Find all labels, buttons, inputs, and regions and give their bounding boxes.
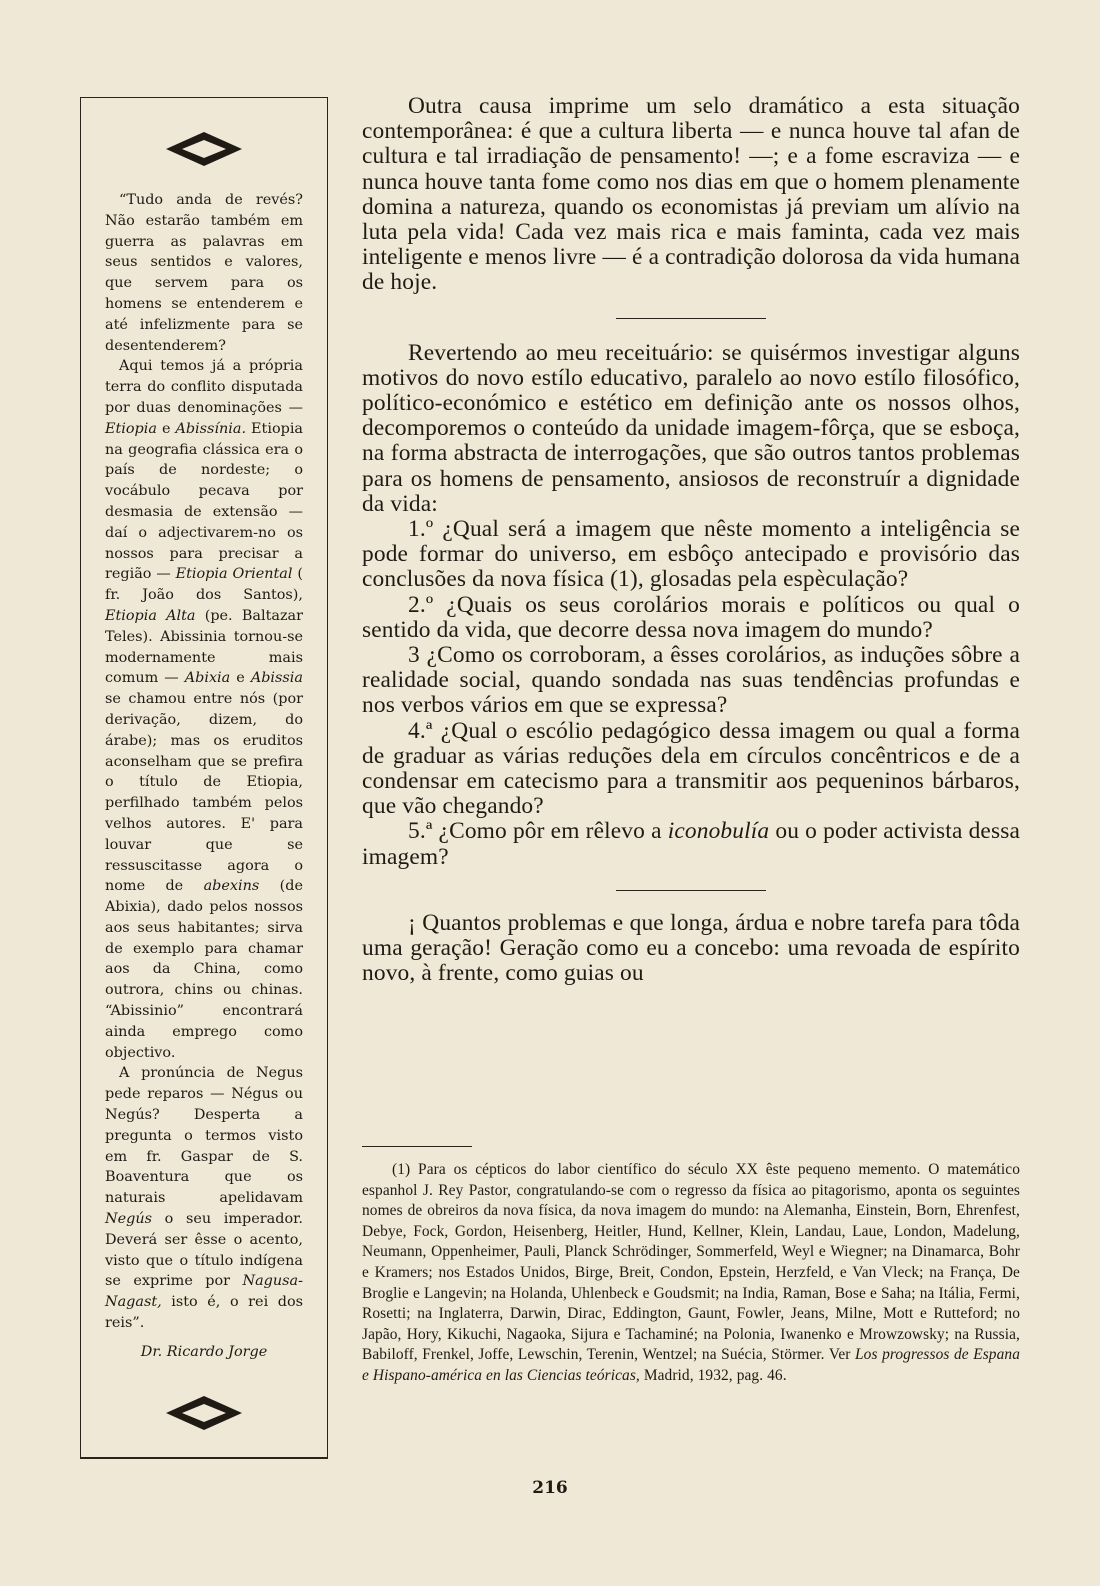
footnote-text: (1) Para os cépticos do labor científico do século XX êste pequeno memento. O matemático espanhol J. Rey Pastor, congratulando-se com o regresso da física ao pitagorismo, aponta os seguintes nomes de obreiros da nova física, da nova imagem do mundo: na Alemanha, Einstein, Born, Ehrenfest, Debye, Fock, Gordon, Heisenberg, Heitler, Hund, Kellner, Klein, Landau, Laue, London, Madelung, Neumann, Oppenheimer, Pauli, Planck Schrödinger, Sommerfeld, Weyl e Wiegner; na Dinamarca, Bohr e Kramers; nos Estados Unidos, Birge, Breit, Condon, Epstein, Herzfeld, e Van Vleck; na França, De Broglie e Langevin; na Holanda, Uhlenbeck e Goudsmit; na India, Raman, Bose e Saha; na Itália, Fermi, Rosetti; na Inglaterra, Darwin, Dirac, Eddington, Gaunt, Fowler, Jeans, Milne, Mott e Rutteford; no Japão, Hory, Kikuchi, Nagaoka, Sijura e Tachaminé; na Polonia, Iwanenko e Mrowzowsky; na Russia, Babiloff, Frenkel, Joffe, Lewschin, Terenin, Wentzel; na Suécia, Störmer. Ver Los progressos de Espana e Hispano-américa en las Ciencias teóricas, Madrid, 1932, pag. 46. xyxy=(362,1161,1020,1384)
main-paragraph-3: ¡ Quantos problemas e que longa, árdua e nobre tarefa para tôda uma geração! Geração como eu a concebo: uma revoada de espírito novo, à frente, como guias ou xyxy=(362,909,1020,987)
main-text xyxy=(362,94,1020,987)
diamond-ornament-icon xyxy=(164,130,244,168)
sidebar-signature: Dr. Ricardo Jorge xyxy=(140,1343,268,1360)
question-item-3: 3 ¿Como os corroboram, a êsses corolários, as induções sôbre a realidade social, quando sondada nas suas tendências profundas e nos verbos vários em que se expressa? xyxy=(362,642,1020,719)
footnote-divider xyxy=(362,1146,472,1147)
sidebar-paragraph-2: Aqui temos já a própria terra do conflito disputada por duas denominações — Etiopia e Abissínia. Etiopia na geografia clássica era o país de nordeste; o vocábulo pecava por desmasia de extensão — daí o adjectivarem-no os nossos para precisar a região — Etiopia Oriental ( fr. João dos Santos), Etiopia Alta (pe. Baltazar Teles). Abissinia tornou-se modernamente mais comum — Abixia e Abissia se chamou entre nós (por derivação, dizem, do árabe); mas os eruditos aconselham que se prefira o título de Etiopia, perfilhado também pelos velhos autores. E' para louvar que se ressuscitasse agora o nome de abexins (de Abixia), dado pelos nossos aos seus habitantes; sirva de exemplo para chamar aos da China, como outrora, chins ou chinas. “Abissinio” encontrará ainda emprego como objectivo. xyxy=(105,358,303,1061)
question-item-5: 5.ª ¿Como pôr em rêlevo a iconobulía ou o poder activista dessa imagem? xyxy=(362,818,1020,870)
question-item-4: 4.ª ¿Qual o escólio pedagógico dessa imagem ou qual a forma de graduar as várias reduções dela em círculos concêntricos e de a condensar em catecismo para a transmitir aos pequeninos bárbaros, que vão chegando? xyxy=(362,717,1020,820)
footnote xyxy=(362,1160,1020,1387)
page-number: 216 xyxy=(532,1478,568,1498)
sidebar-text xyxy=(105,190,303,1363)
sidebar-paragraph-3: A pronúncia de Negus pede reparos — Négus ou Negús? Desperta a pregunta o termos visto em fr. Gaspar de S. Boaventura que os naturais apelidavam Negús o seu imperador. Deverá ser êsse o acento, visto que o título indígena se exprime por Nagusa-Nagast, isto é, o rei dos reis”. xyxy=(105,1065,303,1332)
sidebar-box xyxy=(80,97,328,1459)
question-item-1: 1.º ¿Qual será a imagem que nêste momento a inteligência se pode formar do universo, em esbôço antecipado e provisório das conclusões da nova física (1), glosadas pela espèculação? xyxy=(362,516,1020,593)
main-paragraph-1: Outra causa imprime um selo dramático a esta situação contemporânea: é que a cultura liberta — e nunca houve tal afan de cultura e tal irradiação de pensamento! —; e a fome escraviza — e nunca houve tanta fome como nos dias em que o homem plenamente domina a natureza, quando os economistas já previam um alívio na luta pela vida! Cada vez mais rica e mais faminta, cada vez mais inteligente e menos livre — é a contradição dolorosa da vida humana de hoje. xyxy=(362,93,1020,296)
section-divider xyxy=(616,890,766,891)
section-divider xyxy=(616,318,766,319)
main-paragraph-2: Revertendo ao meu receituário: se quisérmos investigar alguns motivos do novo estílo educativo, paralelo ao novo estílo filosófico, político-económico e estético em definição ante os nossos olhos, decomporemos o conteúdo da unidade imagem-fôrça, que se esboça, na forma abstracta de interrogações, que são outros tantos problemas para os homens de pensamento, ansiosos de reconstruír a dignidade da vida: xyxy=(362,339,1020,517)
question-item-2: 2.º ¿Quais os seus corolários morais e políticos ou qual o sentido da vida, que decorre dessa nova imagem do mundo? xyxy=(362,591,1020,643)
diamond-ornament-icon xyxy=(164,1394,244,1432)
sidebar-paragraph-1: “Tudo anda de revés? Não estarão também em guerra as palavras em seus sentidos e valores, que servem para os homens se entenderem e até infelizmente para se desentenderem? xyxy=(105,192,303,354)
